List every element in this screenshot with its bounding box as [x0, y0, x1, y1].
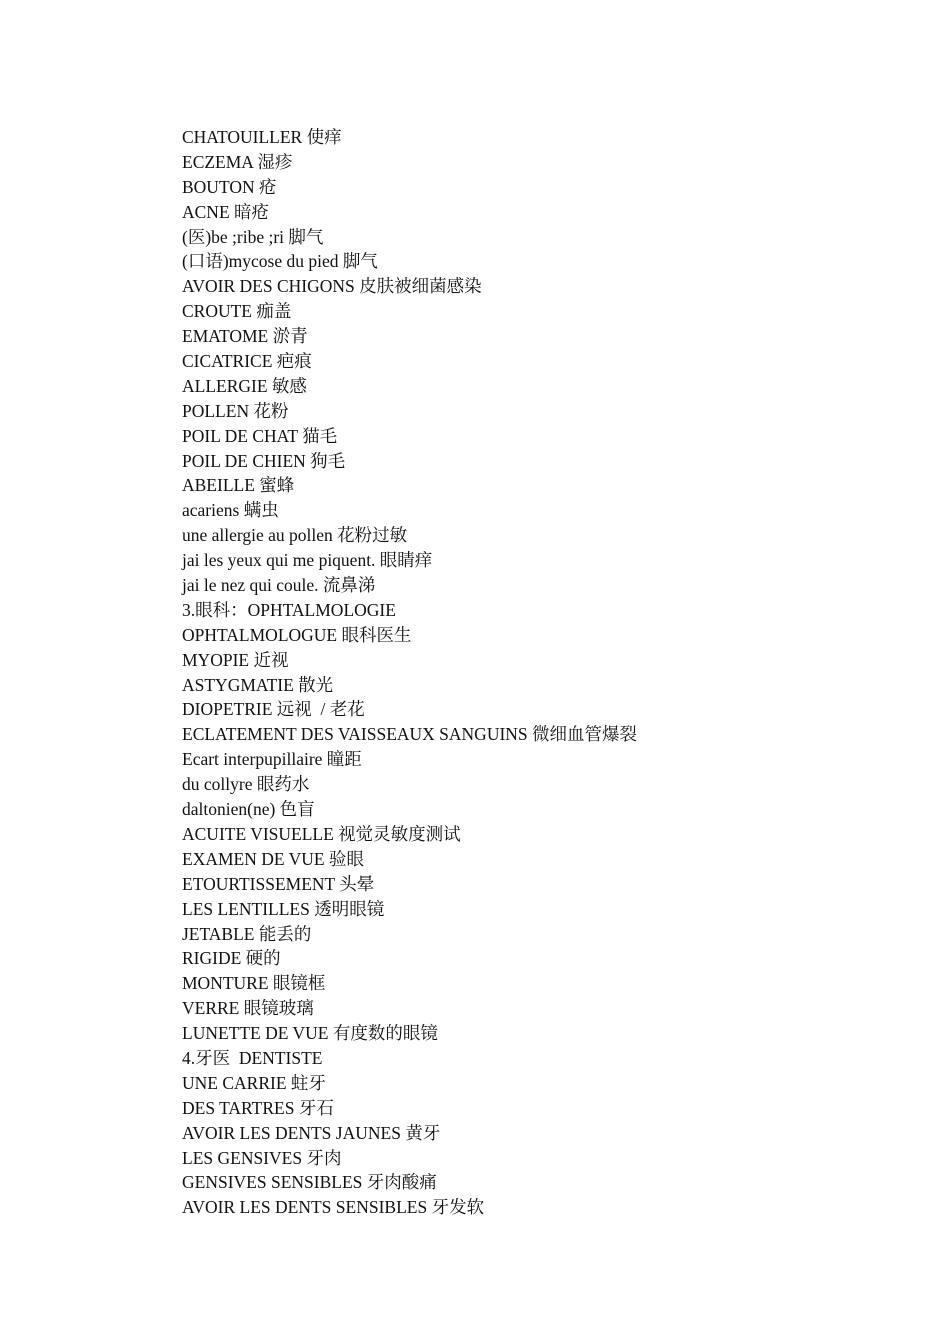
vocabulary-line: 3.眼科：OPHTALMOLOGIE: [182, 599, 396, 620]
vocabulary-line: Ecart interpupillaire 瞳距: [182, 749, 362, 770]
vocabulary-line: DES TARTRES 牙石: [182, 1097, 334, 1118]
vocabulary-line: LES GENSIVES 牙肉: [182, 1147, 342, 1168]
vocabulary-line: LUNETTE DE VUE 有度数的眼镜: [182, 1023, 438, 1044]
vocabulary-line: VERRE 眼镜玻璃: [182, 998, 314, 1019]
vocabulary-line: CICATRICE 疤痕: [182, 351, 312, 372]
vocabulary-line: POIL DE CHAT 猫毛: [182, 425, 338, 446]
vocabulary-line: UNE CARRIE 蛀牙: [182, 1072, 326, 1093]
vocabulary-line: 4.牙医 DENTISTE: [182, 1047, 323, 1068]
vocabulary-line: (医)be ;ribe ;ri 脚气: [182, 226, 324, 247]
vocabulary-line: ASTYGMATIE 散光: [182, 674, 334, 695]
vocabulary-line: OPHTALMOLOGUE 眼科医生: [182, 624, 412, 645]
vocabulary-line: RIGIDE 硬的: [182, 948, 281, 969]
vocabulary-line: POIL DE CHIEN 狗毛: [182, 450, 346, 471]
vocabulary-line: AVOIR DES CHIGONS 皮肤被细菌感染: [182, 276, 482, 297]
vocabulary-line: CHATOUILLER 使痒: [182, 127, 342, 147]
vocabulary-line: CROUTE 痂盖: [182, 301, 292, 322]
vocabulary-line: EXAMEN DE VUE 验眼: [182, 848, 364, 869]
vocabulary-line: du collyre 眼药水: [182, 774, 310, 795]
vocabulary-line: MONTURE 眼镜框: [182, 973, 326, 994]
vocabulary-line: AVOIR LES DENTS JAUNES 黄牙: [182, 1122, 441, 1143]
vocabulary-line: AVOIR LES DENTS SENSIBLES 牙发软: [182, 1197, 485, 1218]
vocabulary-line: ECZEMA 湿疹: [182, 151, 293, 172]
vocabulary-line: ALLERGIE 敏感: [182, 375, 307, 396]
vocabulary-line: BOUTON 疮: [182, 176, 277, 197]
vocabulary-line: ABEILLE 蜜蜂: [182, 475, 295, 496]
vocabulary-line: MYOPIE 近视: [182, 649, 289, 670]
vocabulary-line: ETOURTISSEMENT 头晕: [182, 873, 375, 894]
vocabulary-line: (口语)mycose du pied 脚气: [182, 251, 378, 272]
vocabulary-list: [182, 125, 902, 1220]
vocabulary-line: GENSIVES SENSIBLES 牙肉酸痛: [182, 1172, 437, 1193]
vocabulary-line: POLLEN 花粉: [182, 400, 289, 421]
vocabulary-line: LES LENTILLES 透明眼镜: [182, 898, 385, 919]
vocabulary-line: daltonien(ne) 色盲: [182, 799, 315, 820]
vocabulary-line: ACUITE VISUELLE 视觉灵敏度测试: [182, 823, 461, 844]
vocabulary-line: DIOPETRIE 远视 / 老花: [182, 699, 365, 720]
vocabulary-line: jai le nez qui coule. 流鼻涕: [182, 575, 376, 596]
vocabulary-line: ECLATEMENT DES VAISSEAUX SANGUINS 微细血管爆裂: [182, 724, 638, 745]
vocabulary-line: acariens 螨虫: [182, 500, 279, 521]
vocabulary-line: EMATOME 淤青: [182, 326, 308, 347]
vocabulary-line: ACNE 暗疮: [182, 201, 270, 222]
vocabulary-line: une allergie au pollen 花粉过敏: [182, 525, 408, 546]
vocabulary-line: jai les yeux qui me piquent. 眼睛痒: [182, 550, 433, 571]
vocabulary-line: JETABLE 能丢的: [182, 923, 312, 944]
